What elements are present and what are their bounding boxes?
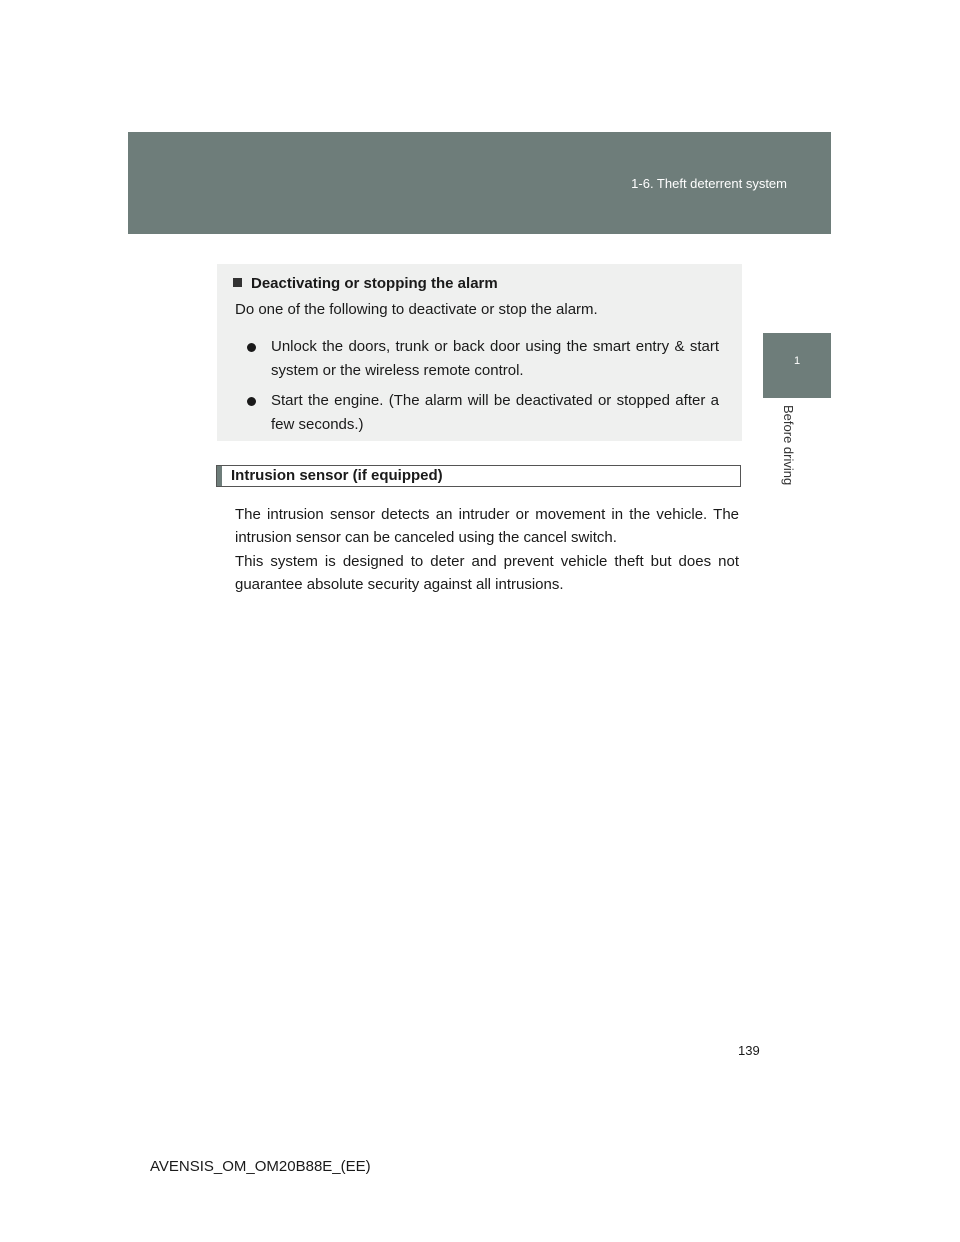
document-code: AVENSIS_OM_OM20B88E_(EE)	[150, 1158, 371, 1175]
body-paragraph: The intrusion sensor detects an intruder or movement in the vehicle. The intrusion sensor can be canceled using the cancel switch.	[235, 506, 739, 546]
chapter-label: Before driving	[781, 405, 796, 486]
bullet-dot-icon	[247, 397, 256, 406]
chapter-header	[128, 132, 831, 234]
heading-accent-bar	[217, 466, 222, 486]
note-box	[217, 264, 742, 441]
note-heading	[233, 275, 498, 292]
body-paragraph: This system is designed to deter and prevent vehicle theft but does not guarantee absolute security against all intrusions.	[235, 553, 739, 593]
bullet-dot-icon	[247, 343, 256, 352]
page-number: 139	[738, 1043, 760, 1058]
chapter-tab	[763, 333, 831, 398]
note-item-text: Unlock the doors, trunk or back door using the smart entry & start system or the wireless remote control.	[271, 338, 719, 379]
note-item	[247, 335, 719, 383]
section-heading-text: Intrusion sensor (if equipped)	[231, 467, 443, 484]
section-title: 1-6. Theft deterrent system	[631, 176, 787, 191]
note-item-text: Start the engine. (The alarm will be deactivated or stopped after a few seconds.)	[271, 392, 719, 433]
square-bullet-icon	[233, 278, 242, 287]
chapter-number: 1	[793, 355, 801, 367]
section-heading	[216, 465, 741, 487]
note-item	[247, 389, 719, 437]
note-heading-text: Deactivating or stopping the alarm	[251, 275, 498, 292]
note-intro: Do one of the following to deactivate or stop the alarm.	[235, 301, 598, 318]
